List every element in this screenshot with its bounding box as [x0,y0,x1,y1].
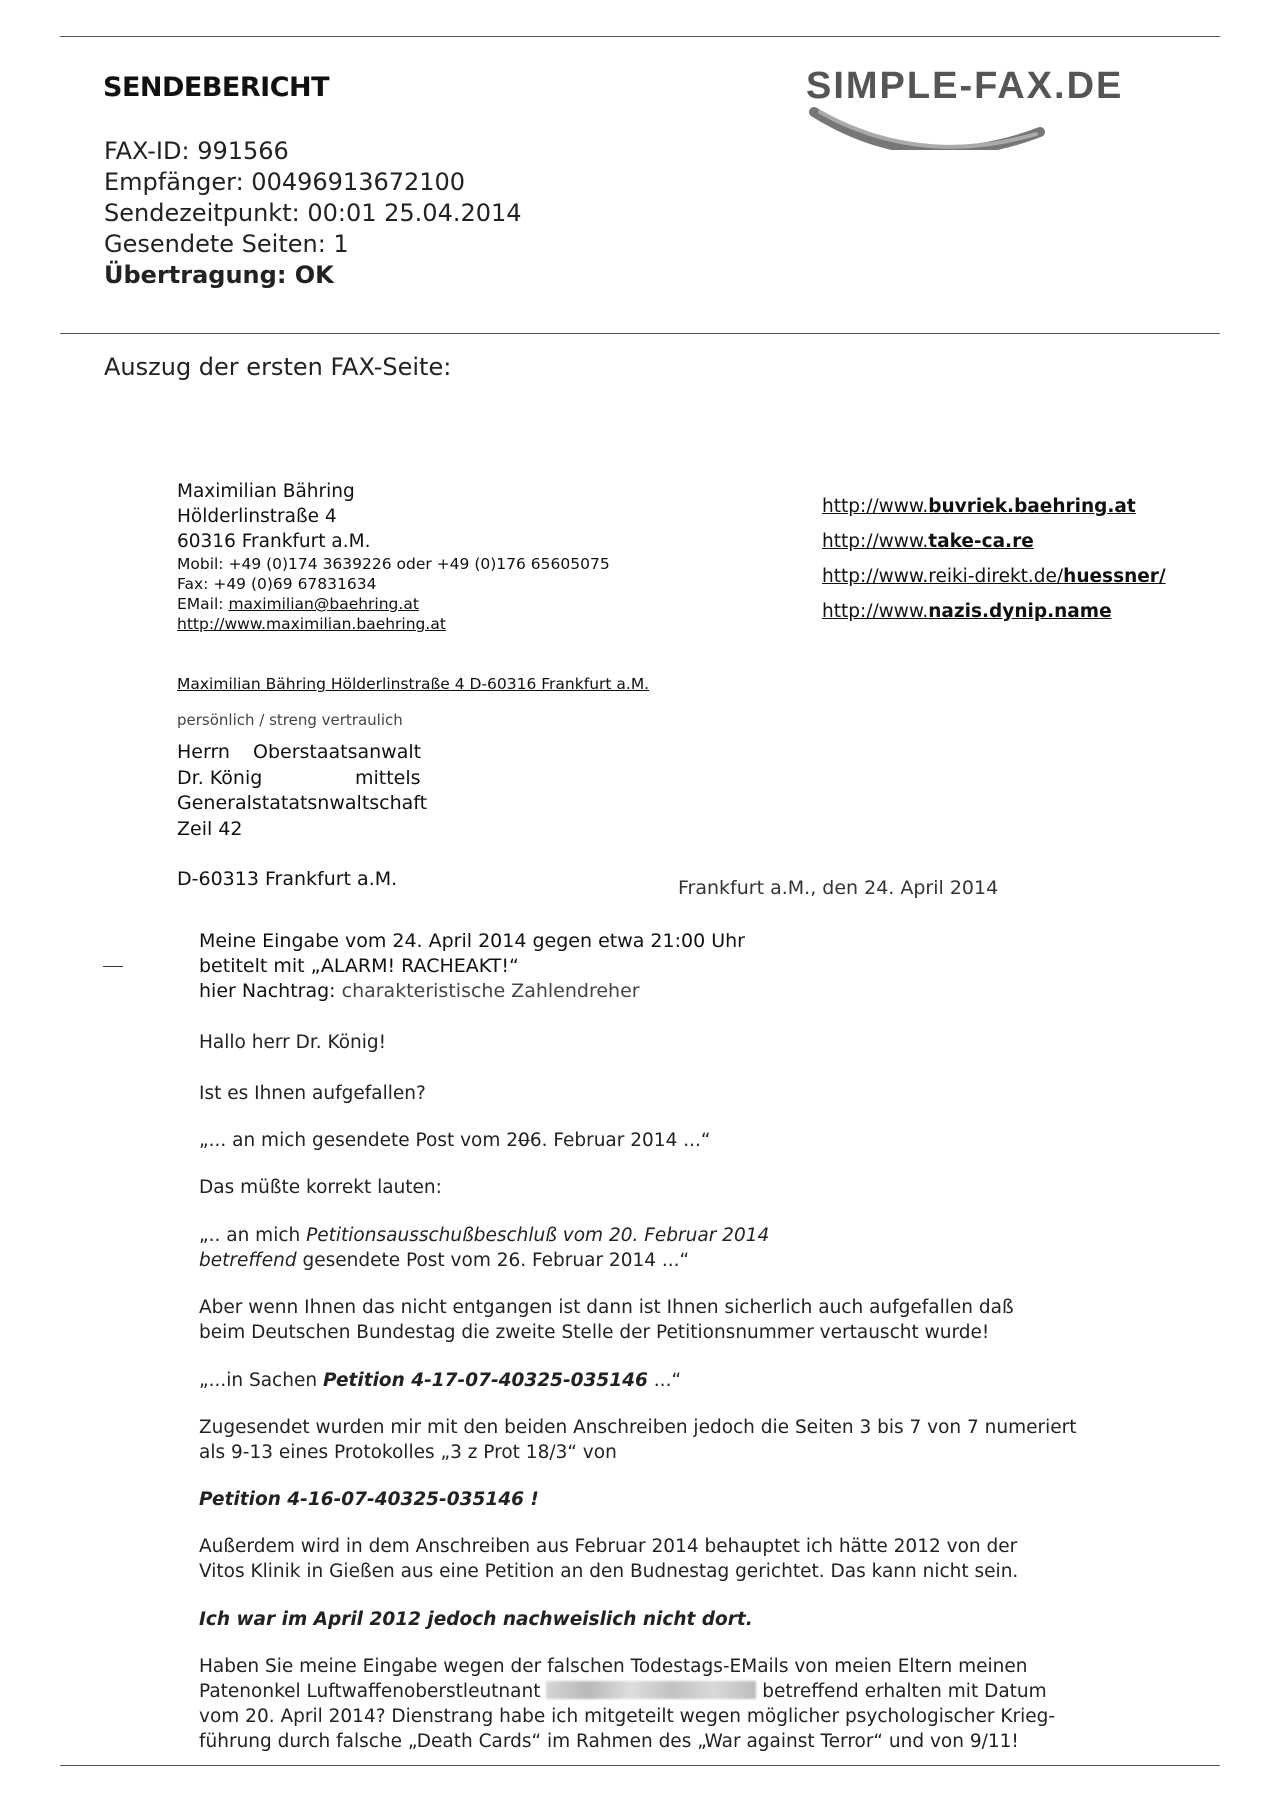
paragraph-4-line-1: Zugesendet wurden mir mit den beiden Anschreiben jedoch die Seiten 3 bis 7 von 7 numeriert [199,1417,1077,1438]
quote-1 [199,1128,710,1153]
quote-2-part-a: „.. an mich [199,1225,307,1246]
quote-2-line-1 [199,1223,769,1248]
sender-mobile [177,554,610,574]
bottom-divider [60,1765,1220,1766]
petition-2: Petition 4-16-07-40325-035146 ! [199,1489,539,1510]
pages-sent: Gesendete Seiten: 1 [104,230,349,258]
mobile-number: +49 (0)174 3639226 oder +49 (0)176 65605075 [228,555,610,573]
report-title: SENDEBERICHT [103,72,330,103]
website-links [822,489,1166,629]
addr-street: Zeil 42 [177,817,243,840]
paragraph-1: Ist es Ihnen aufgefallen? [199,1083,426,1104]
paragraph-7-line-3: vom 20. April 2014? Dienstrang habe ich mitgeteilt wegen möglicher psychologischer Krieg- [199,1706,1056,1727]
quote-1-strike: 0 [518,1130,530,1151]
subject-line-3 [199,979,745,1004]
fax-meta [104,136,522,291]
letter-date: Frankfurt a.M., den 24. April 2014 [678,877,999,899]
link-domain: buvriek.baehring.at [928,496,1136,517]
subject-text: charakteristische Zahlendreher [335,980,640,1002]
quote-2-part-b: gesendete Post vom 26. Februar 2014 ...“ [296,1250,690,1271]
logo-text: SIMPLE-FAX.DE [806,65,1124,107]
quote-3-part-b: ...“ [647,1370,682,1391]
addr-org: Generalstatatsnwaltschaft [177,792,428,814]
link-take-care[interactable] [822,524,1166,559]
link-reiki[interactable] [822,559,1166,594]
sender-website[interactable]: http://www.maximilian.baehring.at [177,615,446,633]
link-nazis[interactable] [822,594,1166,629]
paragraph-7-part-b: betreffend erhalten mit Datum [756,1681,1047,1702]
quote-1-part-a: „... an mich gesendete Post vom 2 [199,1130,519,1151]
quote-2-italic-2: betreffend [199,1250,297,1271]
middle-divider [60,333,1220,334]
paragraph-3-line-1: Aber wenn Ihnen das nicht entgangen ist dann ist Ihnen sicherlich auch aufgefallen daß [199,1297,1014,1318]
redacted-name [546,1681,756,1699]
fold-mark [103,966,123,967]
sender-street: Hölderlinstraße 4 [177,506,337,527]
paragraph-5-line-1: Außerdem wird in dem Anschreiben aus Februar 2014 behauptet ich hätte 2012 von der [199,1536,1018,1557]
quote-2-italic: Petitionsausschußbeschluß vom 20. Februar 2014 [306,1225,770,1246]
quote-1-part-b: 6. Februar 2014 ...“ [529,1130,711,1151]
addr-name: Dr. König [177,766,263,789]
addr-herr: Herrn [177,741,230,763]
simple-fax-logo [800,60,1205,150]
sender-block [177,479,610,634]
subject-line-2: betitelt mit „ALARM! RACHEAKT!“ [199,955,519,977]
confidential-note: persönlich / streng vertraulich [177,711,403,729]
paragraph-7-line-1: Haben Sie meine Eingabe wegen der falschen Todestags-EMails von meien Eltern meinen [199,1656,1028,1677]
addr-via: mittels [355,766,421,789]
email-label: EMail: [177,595,224,613]
quote-3 [199,1368,681,1393]
sender-name: Maximilian Bähring [177,481,355,502]
paragraph-7-line-4: führung durch falsche „Death Cards“ im Rahmen des „War against Terror“ und von 9/11! [199,1731,1019,1752]
paragraph-7-part-a: Patenonkel Luftwaffenoberstleutnant [199,1681,547,1702]
paragraph-2: Das müßte korrekt lauten: [199,1177,442,1198]
sender-fax [177,574,610,594]
link-prefix: http://www. [822,496,929,517]
link-prefix: http://www. [822,531,929,552]
top-divider [60,36,1220,37]
paragraph-4-line-2: als 9-13 eines Protokolles „3 z Prot 18/3“ von [199,1442,617,1463]
subject-block [199,929,745,1004]
send-time: Sendezeitpunkt: 00:01 25.04.2014 [104,199,522,227]
addr-title: Oberstaatsanwalt [253,741,422,763]
paragraph-3-line-2: beim Deutschen Bundestag die zweite Stelle der Petitionsnummer vertauscht wurde! [199,1322,990,1343]
quote-3-petition: Petition 4-17-07-40325-035146 [322,1370,648,1391]
subject-line-1: Meine Eingabe vom 24. April 2014 gegen etwa 21:00 Uhr [199,930,745,952]
quote-3-part-a: „...in Sachen [199,1370,323,1391]
subject-label: hier Nachtrag: [199,980,336,1002]
paragraph-6: Ich war im April 2012 jedoch nachweislich nicht dort. [199,1609,753,1630]
sender-city: 60316 Frankfurt a.M. [177,531,371,552]
recipient-address [177,740,427,842]
transmission-status: Übertragung: OK [104,261,334,289]
link-buvriek[interactable] [822,489,1166,524]
mobile-label: Mobil: [177,555,224,573]
recipient: Empfänger: 00496913672100 [104,168,466,196]
link-prefix: http://www. [822,601,929,622]
quote-2-line-2 [199,1248,689,1273]
link-prefix: http://www.reiki-direkt.de/ [822,566,1064,587]
addr-city: D-60313 Frankfurt a.M. [177,868,398,890]
return-address: Maximilian Bähring Hölderlinstraße 4 D-60316 Frankfurt a.M. [177,675,650,693]
link-domain: take-ca.re [928,531,1034,552]
fax-label: Fax: [177,575,209,593]
fax-number: +49 (0)69 67831634 [213,575,377,593]
email-link[interactable]: maximilian@baehring.at [228,595,419,613]
paragraph-7-line-2 [199,1679,1047,1704]
link-domain: huessner/ [1063,566,1166,587]
greeting: Hallo herr Dr. König! [199,1032,387,1053]
sender-email [177,594,610,614]
fax-id: FAX-ID: 991566 [104,137,289,165]
paragraph-5-line-2: Vitos Klinik in Gießen aus eine Petition an den Budnestag gerichtet. Das kann nicht sein. [199,1561,1019,1582]
excerpt-label: Auszug der ersten FAX-Seite: [104,353,452,381]
link-domain: nazis.dynip.name [928,601,1112,622]
